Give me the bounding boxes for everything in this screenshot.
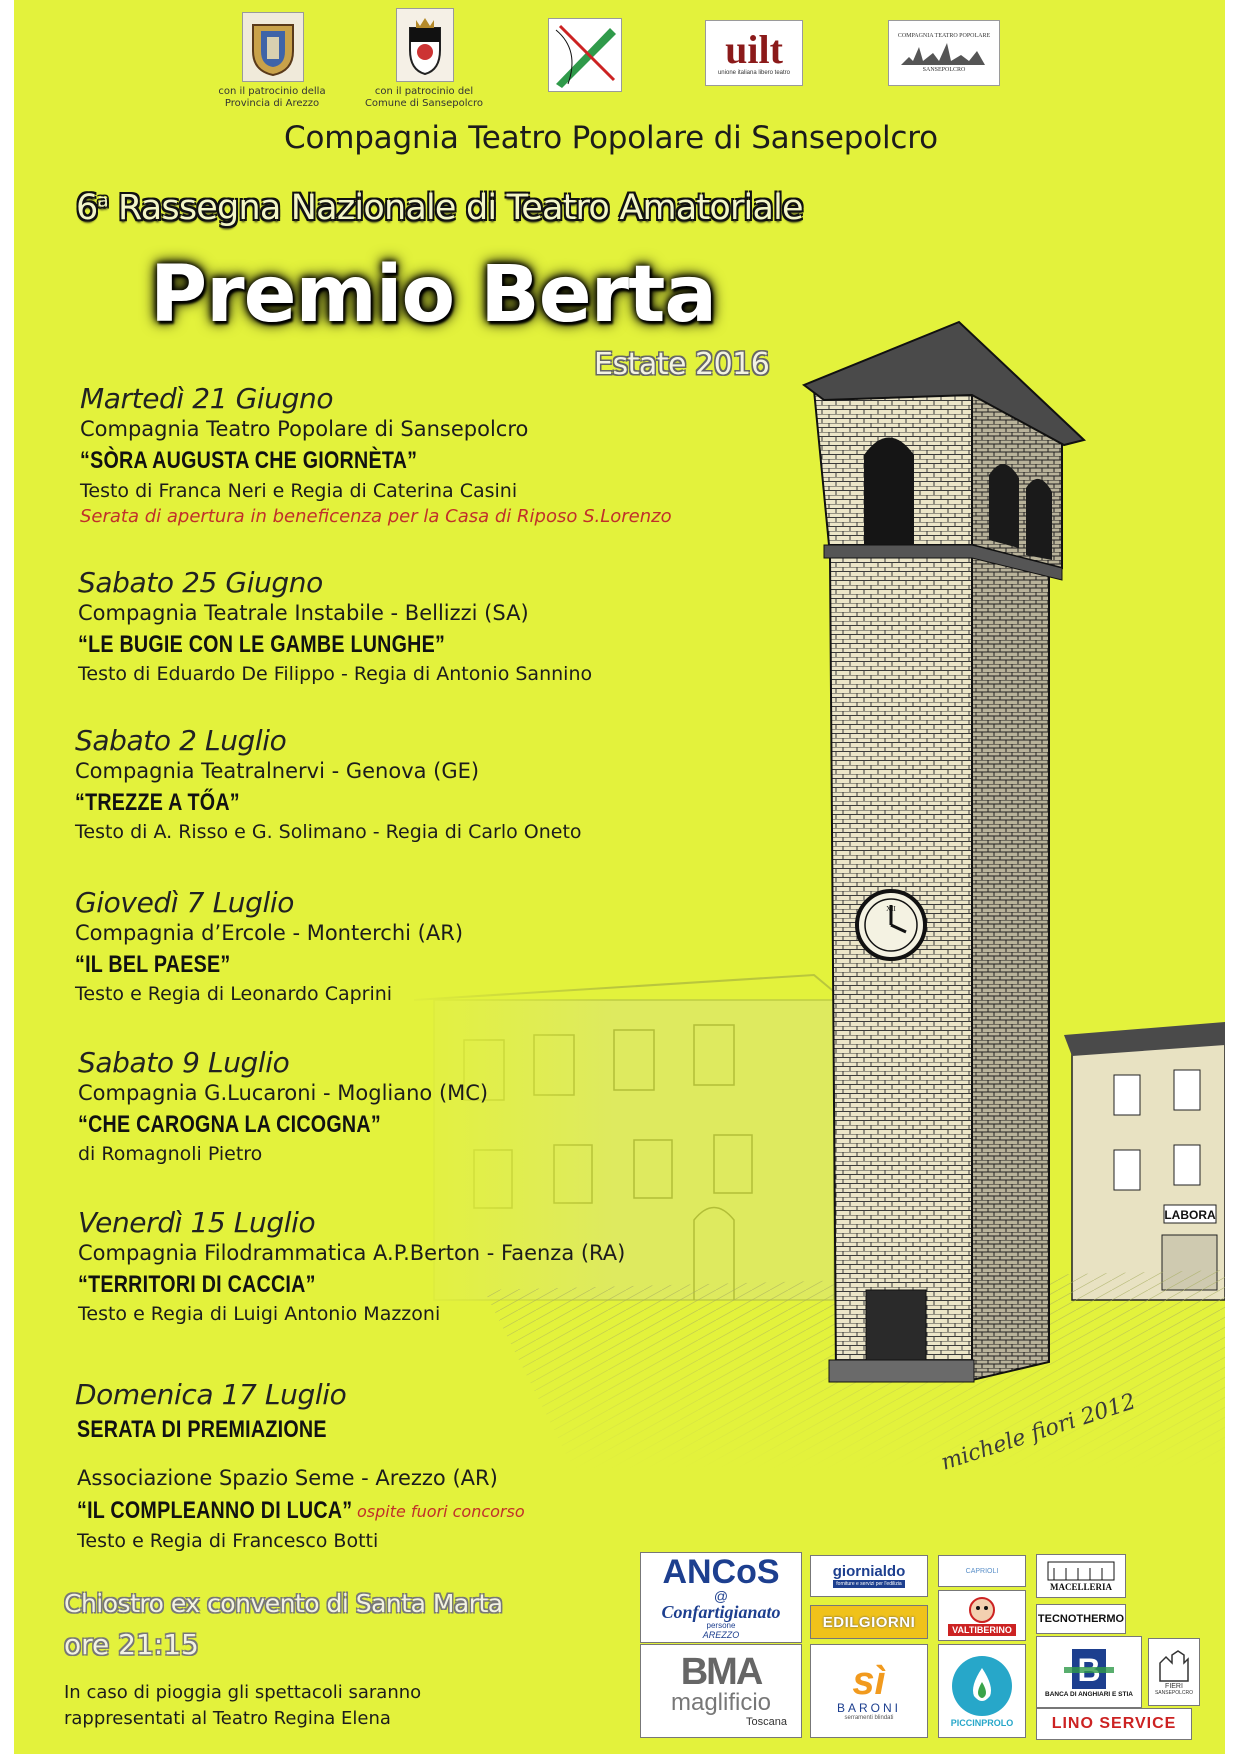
event-date: Sabato 9 Luglio — [78, 1046, 290, 1079]
event-5 — [78, 1046, 488, 1165]
baroni-sub: serramenti blindati — [844, 1715, 894, 1721]
crest-icon — [247, 17, 299, 77]
patron-caption-province: con il patrocinio della Provincia di Arezzo — [218, 86, 326, 109]
event-credit: Testo e Regia di Leonardo Caprini — [75, 983, 393, 1005]
finale-play-title: “IL COMPLEANNO DI LUCA” — [77, 1497, 353, 1524]
drop-icon — [950, 1654, 1014, 1718]
uilt-wordmark: uilt — [725, 27, 783, 72]
event-6 — [78, 1206, 625, 1325]
bank-b-icon — [1064, 1647, 1114, 1691]
ancos-city: AREZZO — [702, 1630, 740, 1640]
giornialdo-sub: forniture e servizi per l'edilizia — [833, 1580, 904, 1588]
sponsor-bma — [640, 1644, 802, 1738]
finale-date — [75, 1378, 346, 1411]
ancos-confartigianato: Confartigianato — [661, 1602, 781, 1622]
sponsor-piccinprolo — [938, 1644, 1026, 1738]
event-play-title: “SÒRA AUGUSTA CHE GIORNÈTA” — [80, 447, 418, 474]
event-date: Venerdì 15 Luglio — [78, 1206, 316, 1239]
lino-service-logo: LINO SERVICE — [1051, 1715, 1177, 1732]
event-company: Compagnia Teatro Popolare di Sansepolcro — [80, 417, 529, 441]
bma-toscana: Toscana — [746, 1716, 787, 1728]
sponsor-capriolo — [938, 1555, 1026, 1587]
provincia-arezzo-crest — [242, 12, 304, 82]
poster — [14, 0, 1225, 1754]
finale-company: Associazione Spazio Seme - Arezzo (AR) — [77, 1466, 498, 1490]
event-play-title: “LE BUGIE CON LE GAMBE LUNGHE” — [78, 631, 446, 658]
clock — [857, 891, 925, 959]
finale-guest-note: ospite fuori concorso — [357, 1502, 525, 1521]
castle-icon — [1156, 1649, 1192, 1683]
sponsor-banca-anghiari — [1036, 1636, 1142, 1708]
ctp-logo-bottom: SANSEPOLCRO — [922, 67, 966, 73]
edition-text: Rassegna Nazionale di Teatro Amatoriale — [107, 188, 803, 228]
unione-logo — [548, 18, 622, 92]
event-company: Compagnia G.Lucaroni - Mogliano (MC) — [78, 1081, 489, 1105]
tecnothermo-logo: TECNOTHERMO — [1037, 1613, 1125, 1625]
ancos-title: ANCoS — [662, 1553, 780, 1591]
comune-sansepolcro-crest — [396, 8, 454, 82]
sponsor-baroni — [810, 1644, 928, 1738]
sponsor-edilgiorni — [810, 1605, 928, 1639]
ancos-persone: persone — [706, 1621, 736, 1630]
ctp-logo-top: COMPAGNIA TEATRO POPOLARE — [897, 33, 991, 39]
valtiberino-logo: VALTIBERINO — [948, 1624, 1016, 1636]
event-credit: Testo di Franca Neri e Regia di Caterina Casini — [80, 480, 518, 502]
fieri-sub: SANSEPOLCRO — [1154, 1689, 1194, 1696]
bma-logo: BMA — [680, 1651, 762, 1693]
finale-credit: Testo e Regia di Francesco Botti — [77, 1530, 379, 1552]
sponsor-tecnothermo — [1036, 1604, 1126, 1634]
rain-notice-line-2: rappresentati al Teatro Regina Elena — [64, 1708, 391, 1729]
shopfront-icon — [1046, 1560, 1116, 1582]
event-credit: di Romagnoli Pietro — [78, 1143, 263, 1165]
ancos-at: @ — [713, 1588, 729, 1604]
bell-tower — [804, 322, 1084, 1382]
main-title: Premio Berta — [150, 250, 717, 340]
event-3 — [75, 724, 582, 843]
crest-icon — [400, 12, 450, 78]
sponsor-valtiberino — [938, 1590, 1026, 1641]
rain-notice-line-1: In caso di pioggia gli spettacoli saranno — [64, 1682, 422, 1703]
event-company: Compagnia Filodrammatica A.P.Berton - Faenza (RA) — [78, 1241, 626, 1265]
event-2 — [78, 566, 592, 685]
valtiberino-icon — [967, 1596, 997, 1624]
event-1 — [80, 382, 672, 527]
event-date: Sabato 25 Giugno — [78, 566, 323, 599]
venue-time: ore 21:15 — [64, 1628, 199, 1661]
event-credit: Testo di A. Risso e G. Solimano - Regia di Carlo Oneto — [75, 821, 582, 843]
event-play-title: “CHE CAROGNA LA CICOGNA” — [78, 1111, 381, 1138]
edition-title — [76, 188, 803, 228]
sponsor-lino-service — [1036, 1708, 1192, 1740]
event-play-title: “TERRITORI DI CACCIA” — [78, 1271, 316, 1298]
capriolo-logo: CAPRIOLI — [965, 1567, 999, 1575]
event-play-title: “IL BEL PAESE” — [75, 951, 231, 978]
event-note: Serata di apertura in beneficenza per la Casa di Riposo S.Lorenzo — [80, 506, 672, 527]
event-date: Sabato 2 Luglio — [75, 724, 287, 757]
finale-title: SERATA DI PREMIAZIONE — [77, 1416, 327, 1443]
event-credit: Testo di Eduardo De Filippo - Regia di Antonio Sannino — [78, 663, 593, 685]
venue-place: Chiostro ex convento di Santa Marta — [64, 1589, 503, 1618]
shop-sign: LABORA — [1164, 1208, 1216, 1222]
clock-numeral: XII — [886, 905, 896, 913]
sponsor-fieri — [1148, 1638, 1200, 1706]
ctp-logo — [888, 20, 1000, 86]
event-company: Compagnia d’Ercole - Monterchi (AR) — [75, 921, 464, 945]
skyline-icon — [899, 39, 989, 67]
uilt-logo — [705, 20, 803, 86]
event-date: Giovedì 7 Luglio — [75, 886, 294, 919]
unione-icon — [550, 20, 620, 90]
artist-signature: michele fiori 2012 — [938, 1389, 1139, 1476]
baroni-logo: sì — [852, 1659, 886, 1703]
bma-maglificio: maglificio — [670, 1689, 772, 1716]
event-4 — [75, 886, 463, 1005]
uilt-subtitle: unione italiana libero teatro — [717, 70, 791, 76]
sponsor-macelleria — [1036, 1554, 1126, 1598]
event-company: Compagnia Teatralnervi - Genova (GE) — [75, 759, 480, 783]
giornialdo-logo: giornialdo — [832, 1563, 906, 1580]
right-buildings — [1064, 1022, 1225, 1300]
event-play-title: “TREZZE A TŐA” — [75, 789, 240, 816]
subtitle: Estate 2016 — [594, 347, 770, 382]
macelleria-logo: MACELLERIA — [1049, 1582, 1112, 1592]
piccinprolo-logo: PICCINPROLO — [950, 1718, 1014, 1728]
event-company: Compagnia Teatrale Instabile - Bellizzi (SA) — [78, 601, 529, 625]
banca-logo: BANCA DI ANGHIARI E STIA — [1045, 1690, 1133, 1698]
fieri-logo: FIERI — [1165, 1682, 1183, 1690]
organizer-name: Compagnia Teatro Popolare di Sansepolcro — [284, 120, 938, 156]
event-date: Martedì 21 Giugno — [80, 382, 334, 415]
event-credit: Testo e Regia di Luigi Antonio Mazzoni — [78, 1303, 441, 1325]
sponsor-giornialdo — [810, 1555, 928, 1597]
patron-caption-comune: con il patrocinio del Comune di Sansepolcro — [364, 86, 484, 109]
rain-notice — [64, 1680, 421, 1732]
sponsor-ancos — [640, 1552, 802, 1643]
edilgiorni-logo: EDILGIORNI — [822, 1613, 916, 1631]
finale-date-text: Domenica 17 Luglio — [75, 1378, 347, 1411]
edition-superscript: a — [97, 190, 108, 212]
edition-number: 6 — [76, 188, 98, 228]
baroni-name: BARONI — [836, 1701, 901, 1715]
